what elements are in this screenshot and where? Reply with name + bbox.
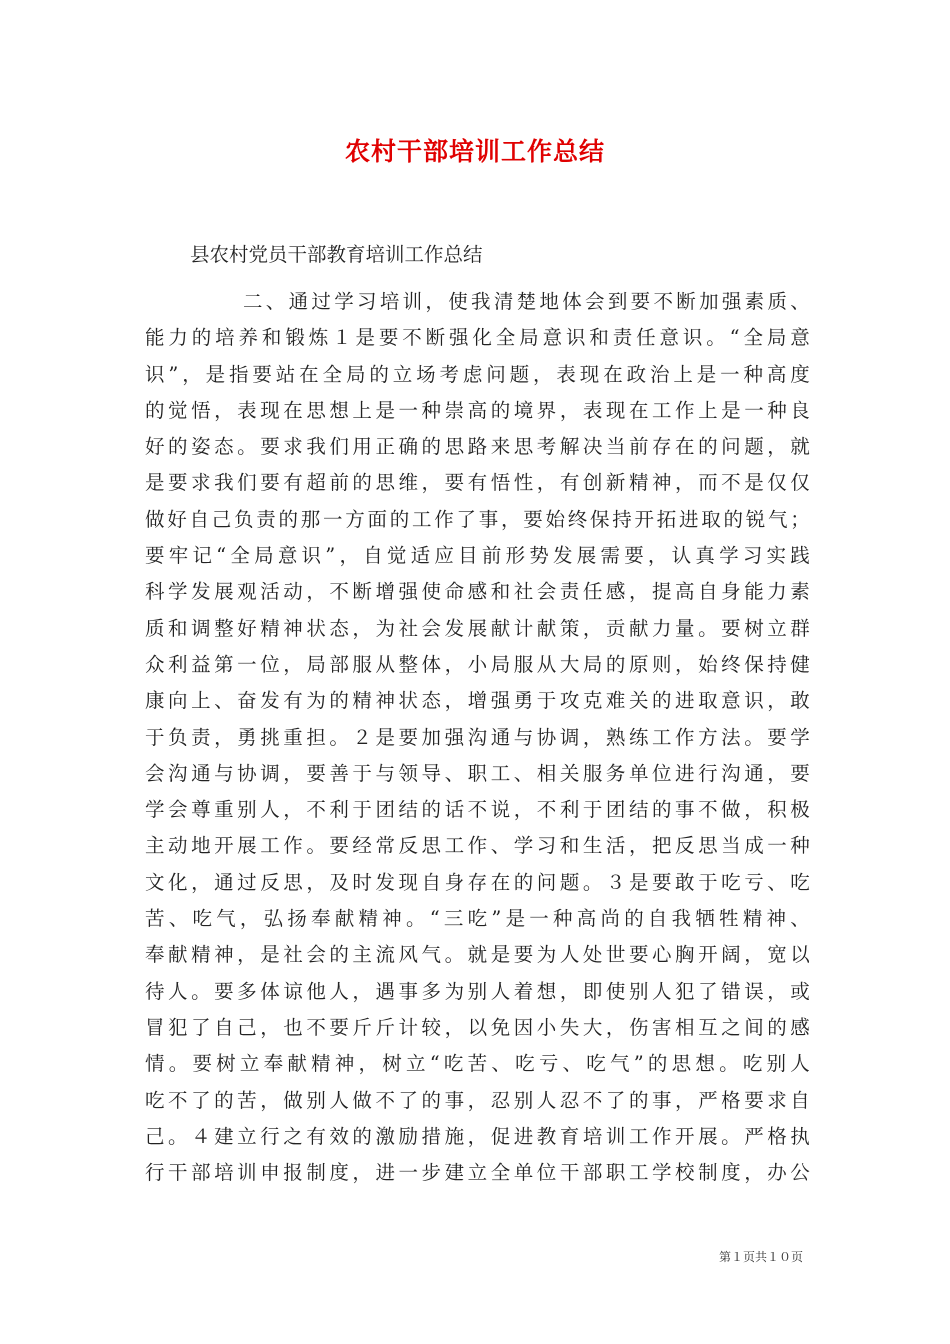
body-line: 行干部培训申报制度，进一步建立全单位干部职工学校制度，办公 bbox=[145, 1161, 810, 1185]
body-line: 的觉悟，表现在思想上是一种崇高的境界，表现在工作上是一种良 bbox=[145, 398, 810, 422]
body-line: 冒犯了自己，也不要斤斤计较，以免因小失大，伤害相互之间的感 bbox=[145, 1015, 810, 1039]
body-line: 能力的培养和锻炼１是要不断强化全局意识和责任意识。“全局意 bbox=[145, 326, 810, 350]
body-line: 奉献精神，是社会的主流风气。就是要为人处世要心胸开阔，宽以 bbox=[145, 943, 810, 967]
body-line: 识”，是指要站在全局的立场考虑问题，表现在政治上是一种高度 bbox=[145, 362, 810, 386]
body-line: 文化，通过反思，及时发现自身存在的问题。３是要敢于吃亏、吃 bbox=[145, 870, 810, 894]
body-line: 情。要树立奉献精神，树立“吃苦、吃亏、吃气”的思想。吃别人 bbox=[145, 1052, 810, 1076]
body-line: 于负责，勇挑重担。２是要加强沟通与协调，熟练工作方法。要学 bbox=[145, 725, 810, 749]
body-line: 己。４建立行之有效的激励措施，促进教育培训工作开展。严格执 bbox=[145, 1124, 810, 1148]
body-line: 主动地开展工作。要经常反思工作、学习和生活，把反思当成一种 bbox=[145, 834, 810, 858]
body-line: 吃不了的苦，做别人做不了的事，忍别人忍不了的事，严格要求自 bbox=[145, 1088, 810, 1112]
body-line: 做好自己负责的那一方面的工作了事，要始终保持开拓进取的锐气； bbox=[145, 507, 810, 531]
body-line: 待人。要多体谅他人，遇事多为别人着想，即使别人犯了错误，或 bbox=[145, 979, 810, 1003]
body-line: 质和调整好精神状态，为社会发展献计献策，贡献力量。要树立群 bbox=[145, 616, 810, 640]
body-line: 科学发展观活动，不断增强使命感和社会责任感，提高自身能力素 bbox=[145, 580, 810, 604]
body-line: 二、通过学习培训，使我清楚地体会到要不断加强素质、 bbox=[243, 290, 810, 313]
body-line: 康向上、奋发有为的精神状态，增强勇于攻克难关的进取意识，敢 bbox=[145, 689, 810, 713]
body-line: 会沟通与协调，要善于与领导、职工、相关服务单位进行沟通，要 bbox=[145, 761, 810, 785]
document-body bbox=[145, 284, 810, 1191]
body-line: 学会尊重别人，不利于团结的话不说，不利于团结的事不做，积极 bbox=[145, 798, 810, 822]
body-line: 好的姿态。要求我们用正确的思路来思考解决当前存在的问题，就 bbox=[145, 435, 810, 459]
body-line: 苦、吃气，弘扬奉献精神。“三吃”是一种高尚的自我牺牲精神、 bbox=[145, 907, 810, 931]
body-line: 要牢记“全局意识”，自觉适应目前形势发展需要，认真学习实践 bbox=[145, 544, 810, 568]
body-line: 众利益第一位，局部服从整体，小局服从大局的原则，始终保持健 bbox=[145, 652, 810, 676]
page-number: 第１页共１０页 bbox=[718, 1250, 803, 1264]
document-title: 农村干部培训工作总结 bbox=[344, 137, 605, 166]
document-subtitle: 县农村党员干部教育培训工作总结 bbox=[190, 243, 483, 266]
body-line: 是要求我们要有超前的思维，要有悟性，有创新精神，而不是仅仅 bbox=[145, 471, 810, 495]
